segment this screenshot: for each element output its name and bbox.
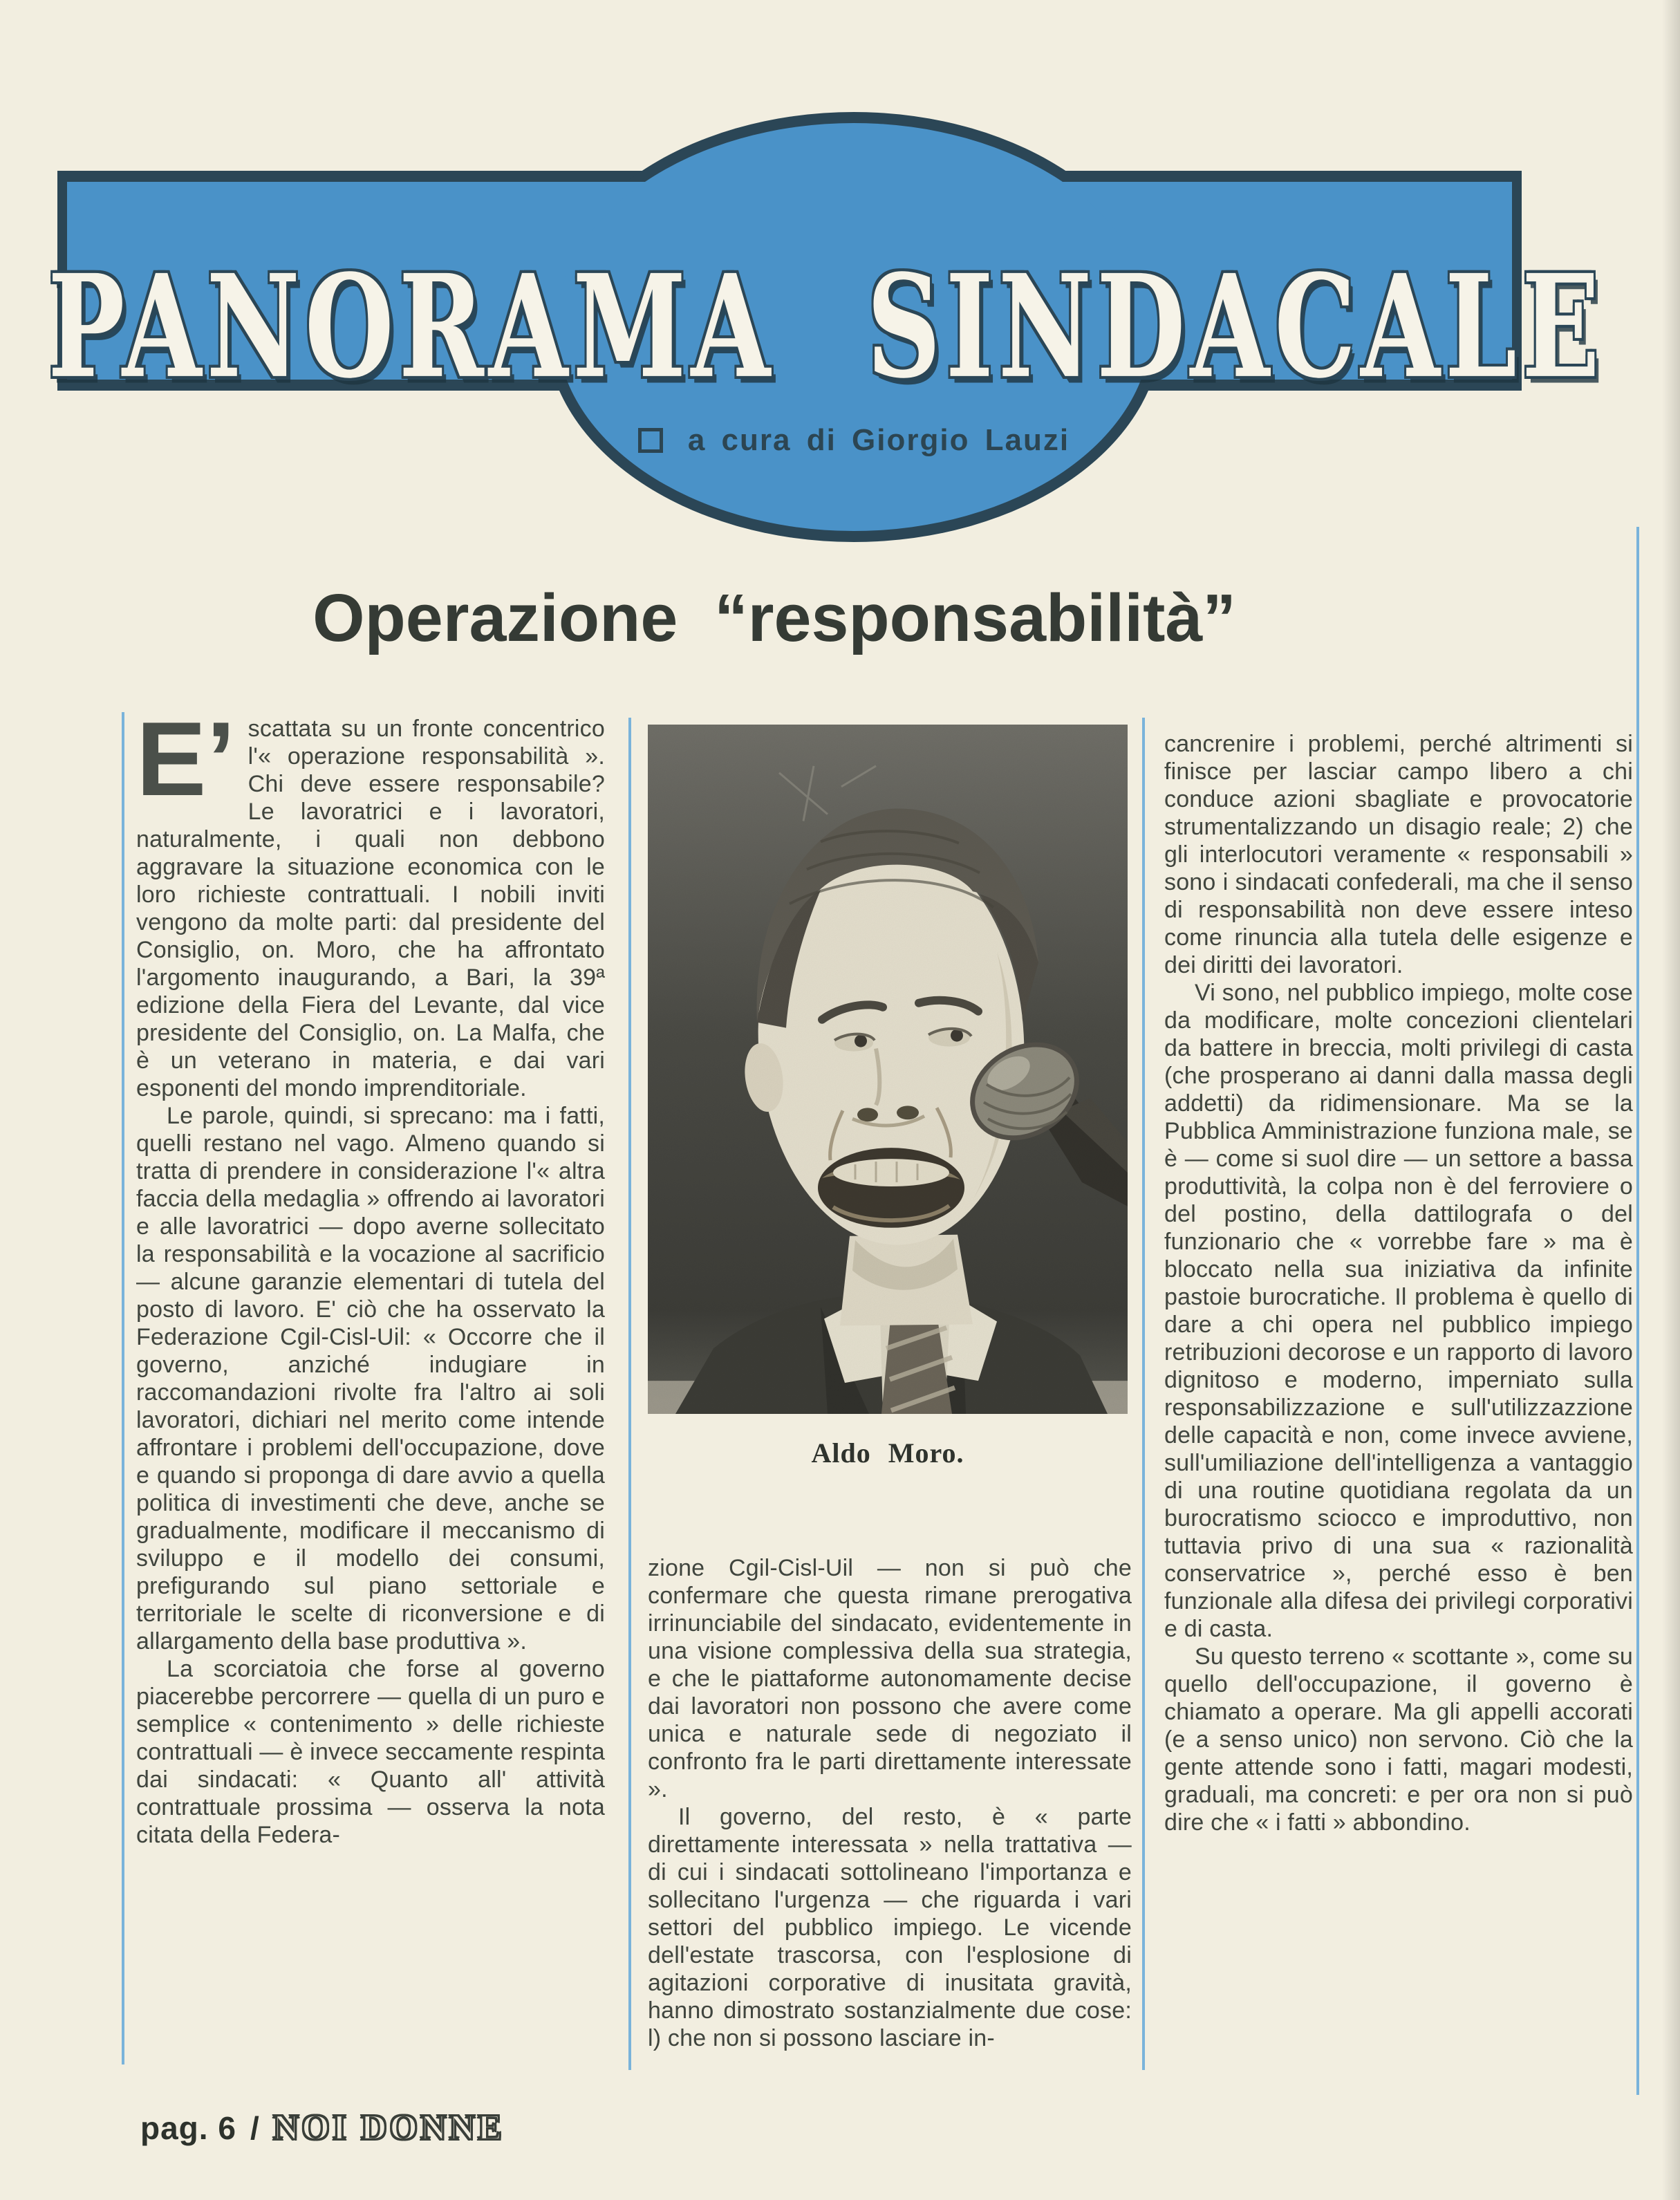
paragraph: cancrenire i problemi, perché altrimenti si finisce per lasciar campo libero a chi conduce azioni sbagliate e provocatorie strumentalizzando un disagio reale; 2) che gli interlocutori veramente « responsabili » sono i sindacati confederali, ma che il senso di responsabilità non deve essere inteso come rinuncia alla tutela delle esigenze e dei diritti dei lavoratori.	[1164, 731, 1633, 978]
paragraph-text: scattata su un fronte concentrico l'« operazione responsabilità ». Chi deve essere responsabile? Le lavoratrici e i lavoratori, naturalmente, i quali non debbono aggravare la situazione economica con le loro richieste contrattuali. I nobili inviti vengono da molte parti: dal presidente del Consiglio, on. Moro, che ha affrontato l'argomento inaugurando, a Bari, la 39ª edizione della Fiera del Levante, dal vice presidente del Consiglio, on. La Malfa, che è un veterano in materia, e dai vari esponenti del mondo imprenditoriale.	[136, 716, 605, 1101]
column-rule-right	[1636, 527, 1639, 2095]
text-column-3	[1164, 730, 1633, 1836]
aldo-moro-photo	[648, 725, 1128, 1414]
column-rule-mid1	[628, 718, 631, 2070]
byline-text: a cura di Giorgio Lauzi	[687, 423, 1070, 457]
photo-caption: Aldo Moro.	[811, 1437, 964, 1469]
photo-grain	[648, 725, 1128, 1414]
text-column-2	[648, 1554, 1132, 2052]
paragraph: Su questo terreno « scottante », come su quello dell'occupazione, il governo è chiamato a operare. Ma gli appelli accorati (e a senso unico) non servono. Ciò che la gente attende sono i fatti, magari modesti, graduali, ma concreti: e per ora non si può dire che « i fatti » abbondino.	[1164, 1643, 1633, 1836]
paragraph: Il governo, del resto, è « parte direttamente interessata » nella trattativa — di cui i sindacati sottolineano l'importanza e sollecitano l'urgenza — che riguarda i vari settori del pubblico impiego. Le vicende dell'estate trascorsa, con l'esplosione di agitazioni corporative di inusitata gravità, hanno dimostrato sostanzialmente due cose: l) che non si possono lasciare in-	[648, 1804, 1132, 2051]
magazine-logo: NOI DONNE	[272, 2108, 505, 2147]
page-number: pag. 6	[140, 2110, 236, 2146]
paragraph	[136, 700, 605, 1102]
byline	[0, 423, 1680, 458]
paragraph: Vi sono, nel pubblico impiego, molte cose da modificare, molte concezioni clientelari da battere in breccia, molti privilegi di casta (che prosperano ai danni dalla massa degli addetti) da ridimensionare. Ma se la Pubblica Amministrazione funziona male, se è — come si suol dire — un settore a bassa produttività, la colpa non è del ferroviere o del postino, della dattilografa o del funzionario che « vorrebbe fare » ma è bloccato nella sua iniziativa da infinite pastoie burocratiche. Il problema è quello di dare a chi opera nel pubblico impiego retribuzioni decorose e un rapporto di lavoro dignitoso e moderno, imperniato sulla responsabilizzazione e sull'utilizzazzione delle capacità e non, come invece avviene, sull'umiliazione dell'intelligenza a vantaggio di una routine quotidiana regolata da un burocratismo sciocco e improduttivo, non tuttavia privo di una sua « razionalità conservatrice », perché esso è ben funzionale alla difesa dei privilegi corporativi e di casta.	[1164, 980, 1633, 1642]
column-rule-mid2	[1142, 718, 1145, 2070]
column-rule-left	[122, 712, 124, 2064]
article-headline: Operazione “responsabilità”	[312, 580, 1236, 655]
page-footer	[140, 2107, 505, 2148]
text-column-1	[136, 700, 605, 1849]
dropcap: E’	[136, 700, 236, 818]
footer-separator: /	[250, 2110, 259, 2146]
paragraph: zione Cgil-Cisl-Uil — non si può che confermare che questa rimane prerogativa irrinunciabile del sindacato, evidentemente in una visione complessiva della sua strategia, e che le piattaforme autonomamente decise dai lavoratori non possono che avere come unica e naturale sede di negoziato il confronto fra le parti direttamente interessate ».	[648, 1555, 1132, 1802]
paragraph: Le parole, quindi, si sprecano: ma i fatti, quelli restano nel vago. Almeno quando si tratta di prendere in considerazione l'« altra faccia della medaglia » offrendo ai lavoratori e alle lavoratrici — dopo averne sollecitato la responsabilità e la vocazione al sacrificio — alcune garanzie elementari di tutela del posto di lavoro. E' ciò che ha osservato la Federazione Cgil-Cisl-Uil: « Occorre che il governo, anziché indugiare in raccomandazioni rivolte fra l'altro ai soli lavoratori, dichiari nel merito come intende affrontare i problemi dell'occupazione, dove e quando si proponga di dare avvio a quella politica di investimenti che deve, anche se gradualmente, modificare il meccanismo di sviluppo e il modello dei consumi, prefigurando sul piano settoriale e territoriale le scelte di riconversione e di allargamento della base produttiva ».	[136, 1103, 605, 1654]
byline-square-icon	[638, 428, 663, 453]
section-title: PANORAMA SINDACALE	[48, 243, 1605, 410]
scan-edge-shade	[1662, 0, 1680, 2200]
paragraph: La scorciatoia che forse al governo piacerebbe percorrere — quella di un puro e semplice « contenimento » delle richieste contrattuali — è invece seccamente respinta dai sindacati: « Quanto all' attività contrattuale prossima — osserva la nota citata della Federa-	[136, 1656, 605, 1848]
